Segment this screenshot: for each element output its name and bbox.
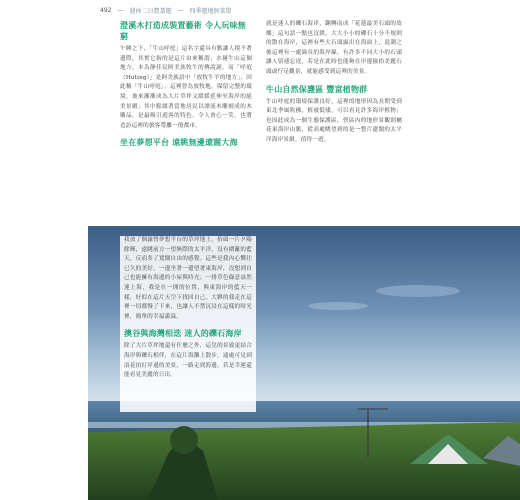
section-heading-2: 坐在夢想平台 遠眺無邊遼闊大海 — [120, 138, 238, 148]
section-text-2: 我放了個露營夢想平台的草坪地上，抬頭一片夕陽餘暉，遠眺前方一望無際的太平洋，沒有圍籬的藍天，反而多了寬闊自由的感覺。這些是我內心嚮往已久的美好，一邊坐著一邊望著東海岸，沒想到自己也能擁有海邊的小屋與時光；一排草色綠意盎然連上海，我是在一開的位置，與東海岸的藍天一樣，好似在這片天空下找回自己。大夥的我走在這裡一切都慢了下來，也讓人不禁沉浸在這樣的時光裡，簡單的幸福滿溢。 — [124, 237, 252, 320]
section-title: 四季遊地無菜單 — [189, 7, 232, 15]
column-right — [266, 20, 402, 146]
book-title: 週休二日農業遊 — [129, 7, 172, 15]
column-left — [120, 20, 252, 151]
section-heading-5: 牛山自然保護區 豐富植物群 — [266, 84, 368, 94]
section-text-3: 除了大片草坪地還有什麼之外，這兒的景致更結合海岸與礫石相伴，在這片海灘上散步，遠處可見到浪花拍打岸邊的美景，一路走到海邊，若是幸運還能看見美麗的日出。 — [124, 343, 252, 379]
section-text-4: 就是迷人的礫石海岸，翻轉而成「花蓮最美石頭的故鄉」這句話一點也沒錯，大大小小的礫石十分不規則的散在海岸，這裡有些大石頭露出在海面上，退潮之後這裡有一處綿長的海岸線，有許多不同大小的石頭讓人留連忘返，若是在此時也能夠在岸邊撿拾美麗石頭或佇足觀景，就能感受到這裡的美景。 — [266, 21, 402, 75]
page-header — [100, 4, 231, 16]
section-heading-1: 澄溪木打造成裝置藝術 令人玩味無窮 — [120, 21, 246, 41]
page-number: 492 — [100, 6, 112, 14]
text-overlay-box — [120, 236, 256, 412]
header-dash-2: — — [177, 6, 184, 14]
section-heading-3: 澳谷與海灣相迭 迷人的礫石海岸 — [124, 329, 242, 339]
section-text-1: 午睡之下，「牛山呼庭」這名字還具有點讓人摸不著邊際，其實它指的是這片由來稱謂；水璉牛山這個地方，本為靜佳民阿美族牧牛的傳說誕，而「呼庭（Huting）」是阿美族語中「放牧牛羊的地方」，因此稱「牛山呼庭」。這裡曾為放牧地，保留完整的環境，後來漸漸成為大片草坪又緩緩延伸至海岸的絕美景緻；其中點綴著當地居民以漂流木雕刻成的木雕品，是最吸引遊客的特色，令人會心一笑，也將造訪這裡的旅客帶離一般都市。 — [120, 46, 252, 129]
section-text-5: 牛山呼庭的環境保護良好，這裡的地形因為長期受到東北季風吹拂，植被低矮，可以看見許多海岸植物；也因此成為一個生態保護區，營區內的地形景觀則屬花東海岸山脈，從高處眺望到的是一整片遼闊的太平洋海岸景緻，值得一遊。 — [266, 98, 402, 143]
header-dash: — — [117, 6, 124, 14]
